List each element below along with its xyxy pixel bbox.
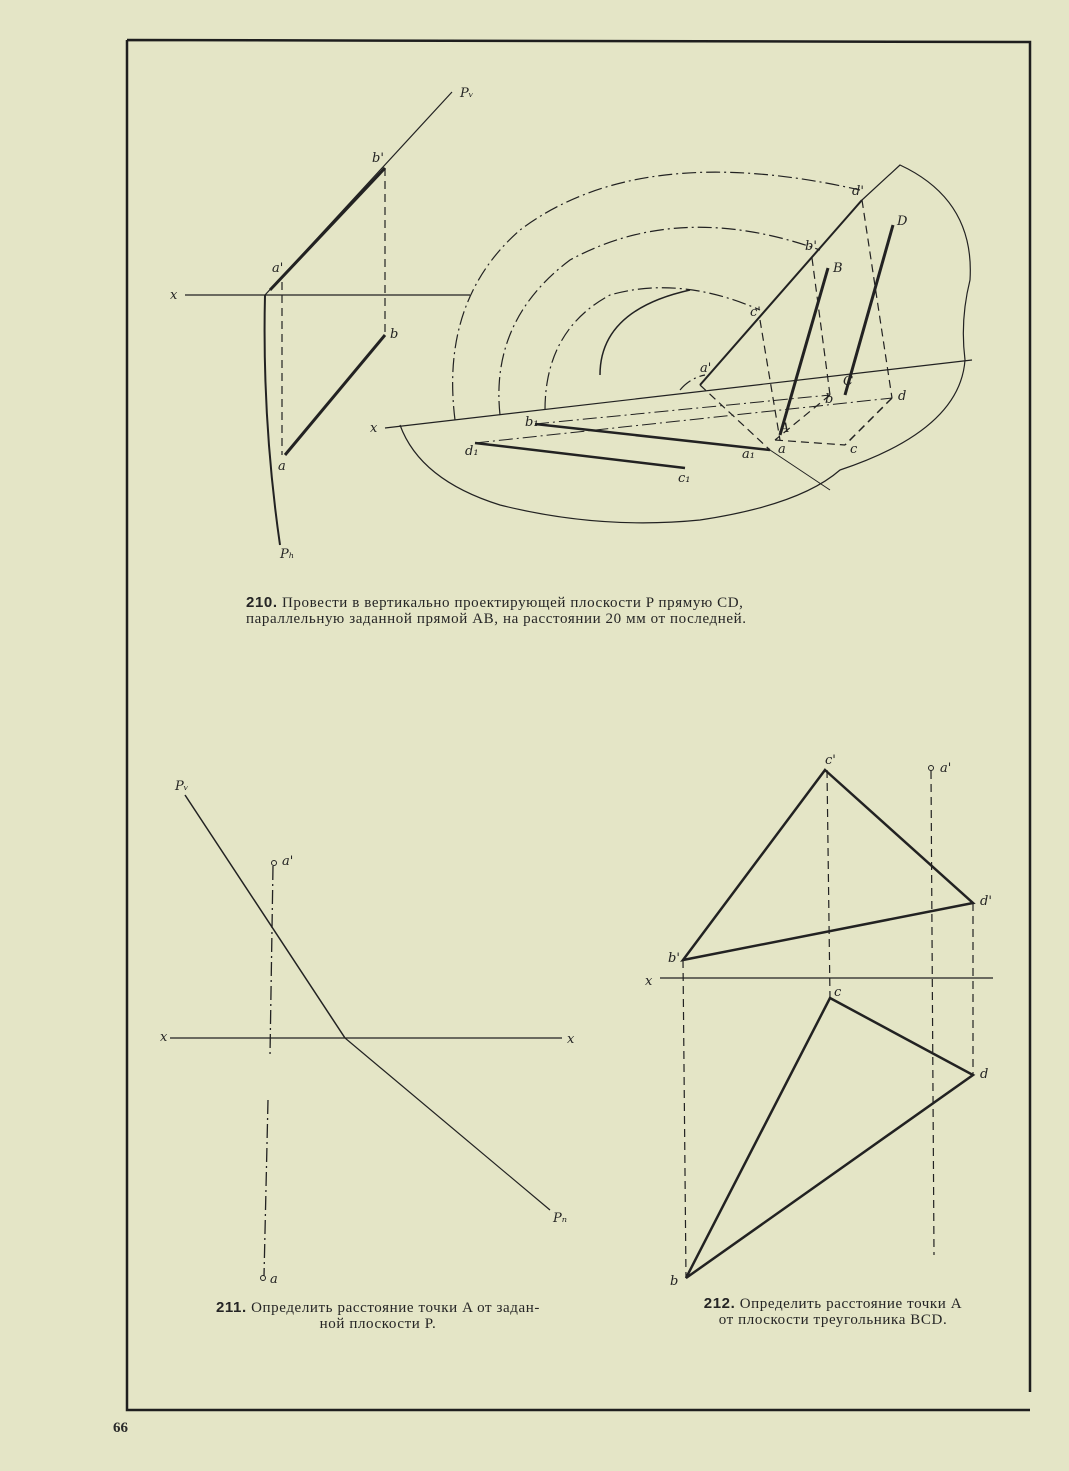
figure-210-right-labels: [370, 184, 908, 486]
figure-210-right: [385, 165, 972, 523]
caption-211: [158, 1300, 598, 1332]
page-frame: [127, 40, 1030, 1410]
svg-text:x: x: [160, 1030, 168, 1045]
svg-text:c: c: [850, 442, 858, 457]
svg-text:b₁: b₁: [525, 415, 539, 430]
problem-number: 211.: [215, 1299, 247, 1316]
svg-text:c': c': [750, 305, 761, 320]
caption-210: [246, 595, 926, 627]
caption-line: параллельную заданной прямой AB, на расстоянии 20 мм от последней.: [246, 611, 747, 627]
svg-text:a': a': [940, 761, 952, 776]
caption-line: ной плоскости P.: [319, 1316, 437, 1332]
figure-211-labels: [160, 779, 575, 1287]
problem-number: 212.: [703, 1295, 736, 1312]
svg-text:a': a': [272, 261, 284, 276]
svg-text:Pᵥ: Pᵥ: [460, 86, 474, 101]
svg-text:b: b: [390, 327, 399, 342]
svg-text:c₁: c₁: [678, 471, 691, 486]
svg-text:Pₙ: Pₙ: [553, 1211, 568, 1226]
svg-text:a': a': [282, 854, 294, 869]
svg-text:B: B: [833, 261, 843, 276]
svg-text:x: x: [567, 1032, 575, 1047]
figure-210-left: [185, 92, 470, 545]
figure-211: [170, 795, 562, 1281]
svg-text:x: x: [170, 288, 178, 303]
caption-212: [658, 1296, 1008, 1328]
svg-text:Pₕ: Pₕ: [280, 547, 295, 562]
svg-text:a: a: [278, 459, 286, 474]
caption-line: от плоскости треугольника BCD.: [718, 1312, 948, 1328]
svg-text:b: b: [825, 392, 834, 407]
caption-line: Определить расстояние точки A: [739, 1296, 963, 1312]
svg-text:d': d': [980, 894, 992, 909]
figure-210-left-labels: [170, 86, 474, 562]
svg-text:b': b': [668, 951, 680, 966]
svg-text:D: D: [897, 214, 908, 229]
caption-line: Определить расстояние точки A от задан-: [251, 1300, 541, 1316]
svg-text:A: A: [780, 421, 790, 436]
svg-text:a: a: [270, 1272, 278, 1287]
svg-text:c: c: [834, 985, 842, 1000]
svg-text:d: d: [898, 389, 907, 404]
problem-number: 210.: [246, 594, 278, 611]
svg-text:a: a: [778, 442, 786, 457]
svg-text:x: x: [645, 974, 653, 989]
svg-text:Pᵥ: Pᵥ: [175, 779, 189, 794]
svg-text:a₁: a₁: [742, 447, 755, 462]
svg-text:b': b': [805, 239, 817, 254]
page-number: 66: [113, 1420, 128, 1436]
figure-212: [660, 766, 993, 1279]
caption-line: Провести в вертикально проектирующей плоскости P прямую CD,: [281, 595, 744, 611]
svg-text:d₁: d₁: [465, 444, 479, 459]
svg-text:d: d: [980, 1067, 989, 1082]
svg-text:d': d': [852, 184, 864, 199]
svg-text:a': a': [700, 361, 712, 376]
svg-text:b': b': [372, 151, 384, 166]
svg-text:C: C: [843, 374, 853, 389]
svg-text:x: x: [370, 421, 378, 436]
svg-text:b: b: [670, 1274, 679, 1289]
svg-text:c': c': [825, 753, 836, 768]
